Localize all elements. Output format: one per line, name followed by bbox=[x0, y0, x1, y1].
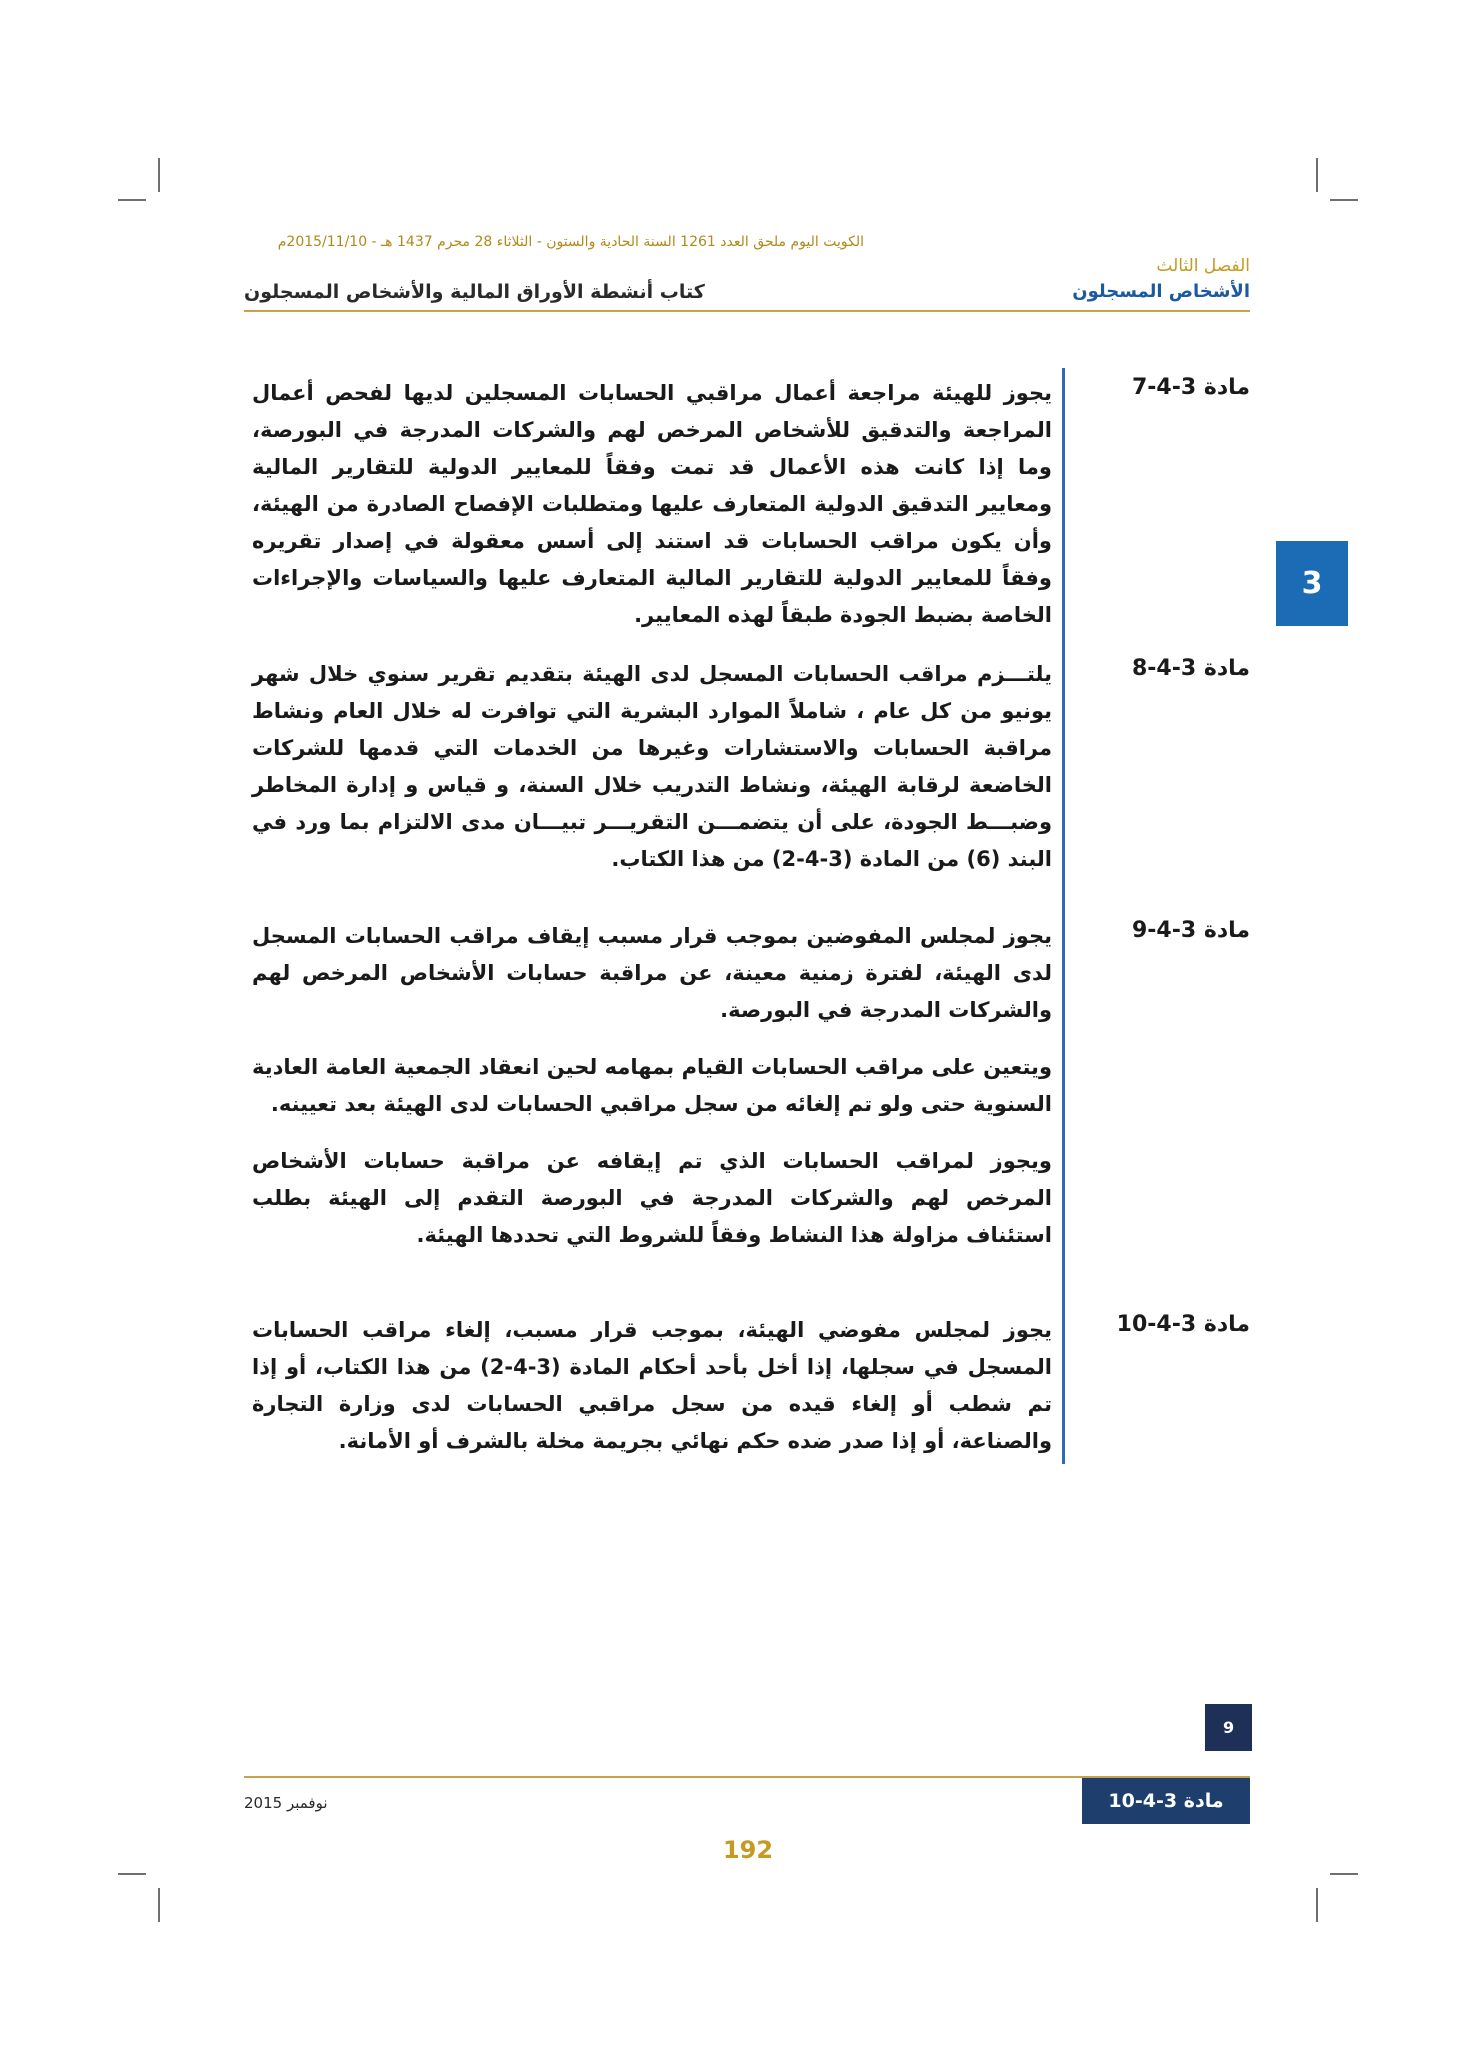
article-paragraph: يلتـــزم مراقب الحسابات المسجل لدى الهيئة بتقديم تقرير سنوي خلال شهر يونيو من كل عام ، شاملاً الموارد البشرية التي توافرت له خلال العام ونشاط مراقبة الحسابات والاستشارات وغيرها من الخدمات التي قدمها للشركات الخاضعة لرقابة الهيئة، ونشاط التدريب خلال السنة، و قياس و إدارة المخاطر وضبـــط الجودة، على أن يتضمـــن التقريـــر تبيـــان مدى الالتزام بما ورد في البند (6) من المادة (3-4-2) من هذا الكتاب. bbox=[252, 662, 1052, 871]
chapter-title: الفصل الثالث bbox=[1156, 256, 1250, 276]
article-label: مادة 3-4-7 bbox=[1131, 375, 1250, 400]
article-paragraph: يجوز للهيئة مراجعة أعمال مراقبي الحسابات المسجلين لديها لفحص أعمال المراجعة والتدقيق للأشخاص المرخص لهم والشركات المدرجة في البورصة، وما إذا كانت هذه الأعمال قد تمت وفقاً للمعايير الدولية للتقارير المالية ومعايير التدقيق الدولية المتعارف عليها ومتطلبات الإفصاح الصادرة من الهيئة، وأن يكون مراقب الحسابات قد استند إلى أسس معقولة في إصدار تقريره وفقاً للمعايير الدولية للتقارير المالية المتعارف عليها والسياسات والإجراءات الخاصة بضبط الجودة طبقاً لهذه المعايير. bbox=[252, 381, 1052, 627]
article-label: مادة 3-4-8 bbox=[1131, 656, 1250, 681]
footer-article-tab: مادة 3-4-10 bbox=[1082, 1778, 1250, 1824]
crop-mark bbox=[118, 199, 146, 201]
article-paragraph: يجوز لمجلس المفوضين بموجب قرار مسبب إيقاف مراقب الحسابات المسجل لدى الهيئة، لفترة زمنية معينة، عن مراقبة حسابات الأشخاص المرخص لهم والشركات المدرجة في البورصة. bbox=[252, 924, 1052, 1022]
article-body bbox=[252, 375, 1052, 634]
page-number: 192 bbox=[722, 1836, 774, 1864]
footer-date: نوفمبر 2015 bbox=[244, 1794, 328, 1812]
book-title: كتاب أنشطة الأوراق المالية والأشخاص المسجلون bbox=[244, 281, 705, 303]
article-body bbox=[252, 1312, 1052, 1460]
crop-mark bbox=[158, 158, 160, 192]
section-title: الأشخاص المسجلون bbox=[1072, 281, 1250, 302]
crop-mark bbox=[118, 1873, 146, 1875]
crop-mark bbox=[1330, 199, 1358, 201]
article-body bbox=[252, 918, 1052, 1254]
crop-mark bbox=[1330, 1873, 1358, 1875]
article-paragraph: يجوز لمجلس مفوضي الهيئة، بموجب قرار مسبب، إلغاء مراقب الحسابات المسجل في سجلها، إذا أخل بأحد أحكام المادة (3-4-2) من هذا الكتاب، أو إذا تم شطب أو إلغاء قيده من سجل مراقبي الحسابات لدى وزارة التجارة والصناعة، أو إذا صدر ضده حكم نهائي بجريمة مخلة بالشرف أو الأمانة. bbox=[252, 1318, 1053, 1453]
crop-mark bbox=[1316, 158, 1318, 192]
column-divider bbox=[1062, 368, 1065, 1464]
article-label: مادة 3-4-10 bbox=[1116, 1312, 1250, 1337]
header-divider bbox=[244, 310, 1250, 312]
crop-mark bbox=[1316, 1888, 1318, 1922]
chapter-side-tab: 3 bbox=[1276, 541, 1348, 626]
crop-mark bbox=[158, 1888, 160, 1922]
article-body bbox=[252, 656, 1052, 878]
article-paragraph: ويجوز لمراقب الحسابات الذي تم إيقافه عن مراقبة حسابات الأشخاص المرخص لهم والشركات المدرجة في البورصة التقدم إلى الهيئة بطلب استئناف مزاولة هذا النشاط وفقاً للشروط التي تحددها الهيئة. bbox=[252, 1149, 1052, 1247]
inner-page-number: 9 bbox=[1205, 1704, 1252, 1751]
article-paragraph: ويتعين على مراقب الحسابات القيام بمهامه لحين انعقاد الجمعية العامة العادية السنوية حتى ولو تم إلغائه من سجل مراقبي الحسابات لدى الهيئة بعد تعيينه. bbox=[252, 1055, 1052, 1116]
article-label: مادة 3-4-9 bbox=[1131, 918, 1250, 943]
gazette-line: الكويت اليوم ملحق العدد 1261 السنة الحادية والستون - الثلاثاء 28 محرم 1437 هـ - 2015/11/10م bbox=[277, 234, 864, 250]
